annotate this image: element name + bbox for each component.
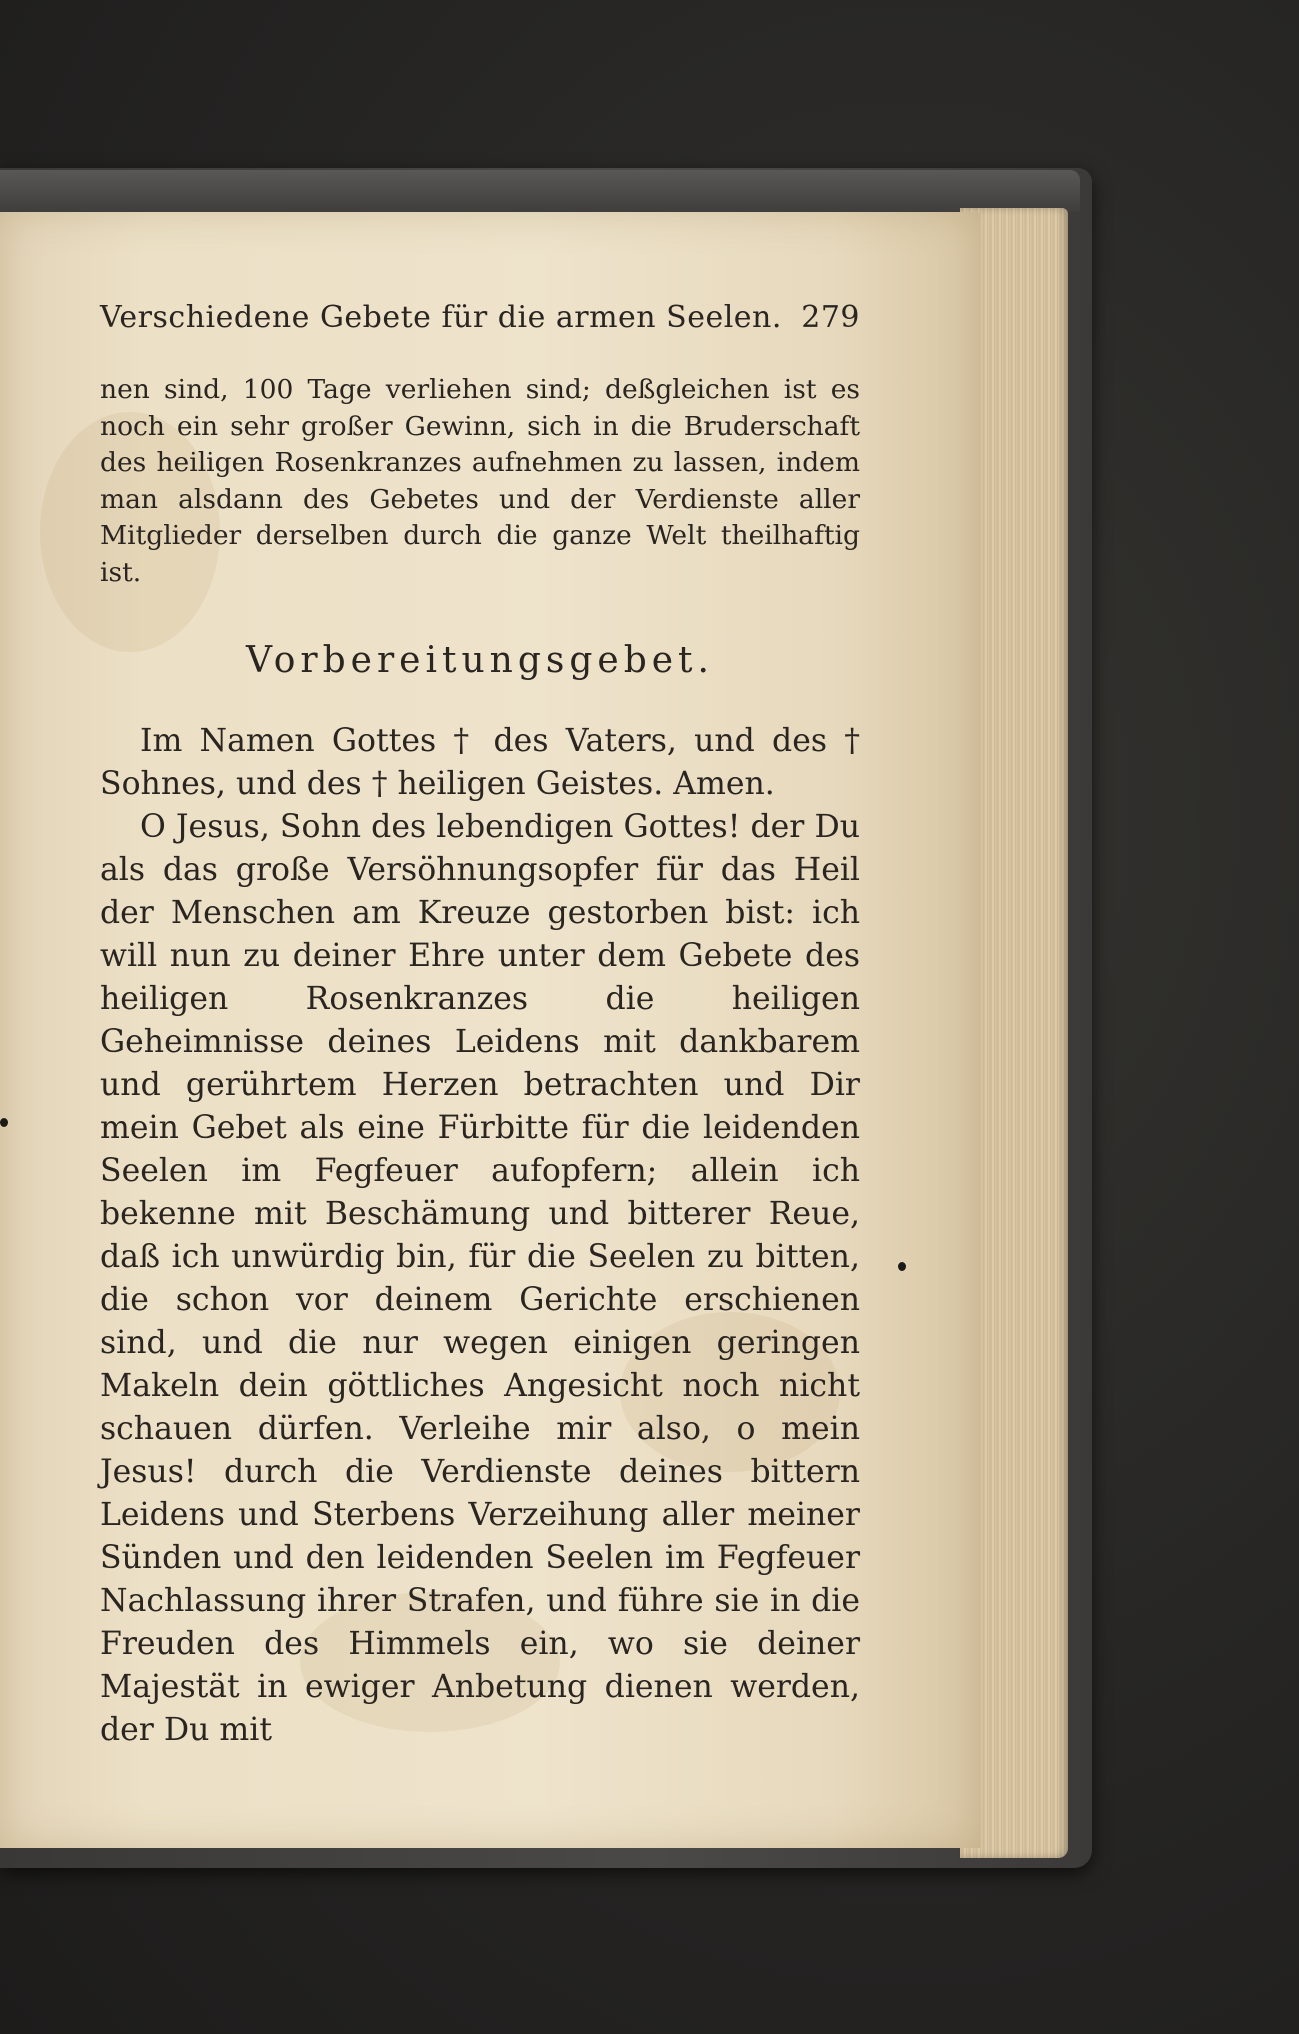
section-title: Vorbereitungsgebet. xyxy=(246,640,714,681)
intro-paragraph xyxy=(100,372,860,591)
prayer-text xyxy=(100,720,860,1752)
prayer-invocation: Im Namen Gottes † des Vaters, und des † Sohnes, und des † heiligen Geistes. Amen. xyxy=(100,723,860,802)
prayer-body: O Jesus, Sohn des lebendigen Gottes! der Du als das große Versöhnungsopfer für das Heil der Menschen am Kreuze gestorben bist: ich will nun zu deiner Ehre unter dem Gebete des heiligen Rosenkranzes die heiligen Geheimnisse deines Leidens mit dankbarem und gerührtem Herzen betrachten und Dir mein Gebet als eine Fürbitte für die leidenden Seelen im Fegfeuer aufopfern; allein ich bekenne mit Beschämung und bitterer Reue, daß ich unwürdig bin, für die Seelen zu bitten, die schon vor deinem Gerichte erschienen sind, und die nur wegen einigen geringen Makeln dein göttliches Angesicht noch nicht schauen dürfen. Verleihe mir also, o mein Jesus! durch die Verdienste deines bittern Leidens und Sterbens Verzeihung aller meiner Sünden und den leidenden Seelen im Fegfeuer Nachlassung ihrer Strafen, und führe sie in die Freuden des Himmels ein, wo sie deiner Majestät in ewiger Anbetung dienen werden, der Du mit xyxy=(100,809,860,1748)
running-header xyxy=(100,300,860,335)
book-spine-top xyxy=(0,170,1080,212)
ink-spot xyxy=(898,1262,906,1271)
ink-spot xyxy=(0,1118,8,1127)
page-number: 279 xyxy=(801,300,860,335)
header-title: Verschiedene Gebete für die armen Seelen. xyxy=(100,300,782,335)
intro-text: nen sind, 100 Tage verliehen sind; deßgleichen ist es noch ein sehr großer Gewinn, sich in die Bruderschaft des heiligen Rosenkranzes aufnehmen zu lassen, indem man alsdann des Gebetes und der Verdienste aller Mitglieder derselben durch die ganze Welt theilhaftig ist. xyxy=(100,374,860,588)
